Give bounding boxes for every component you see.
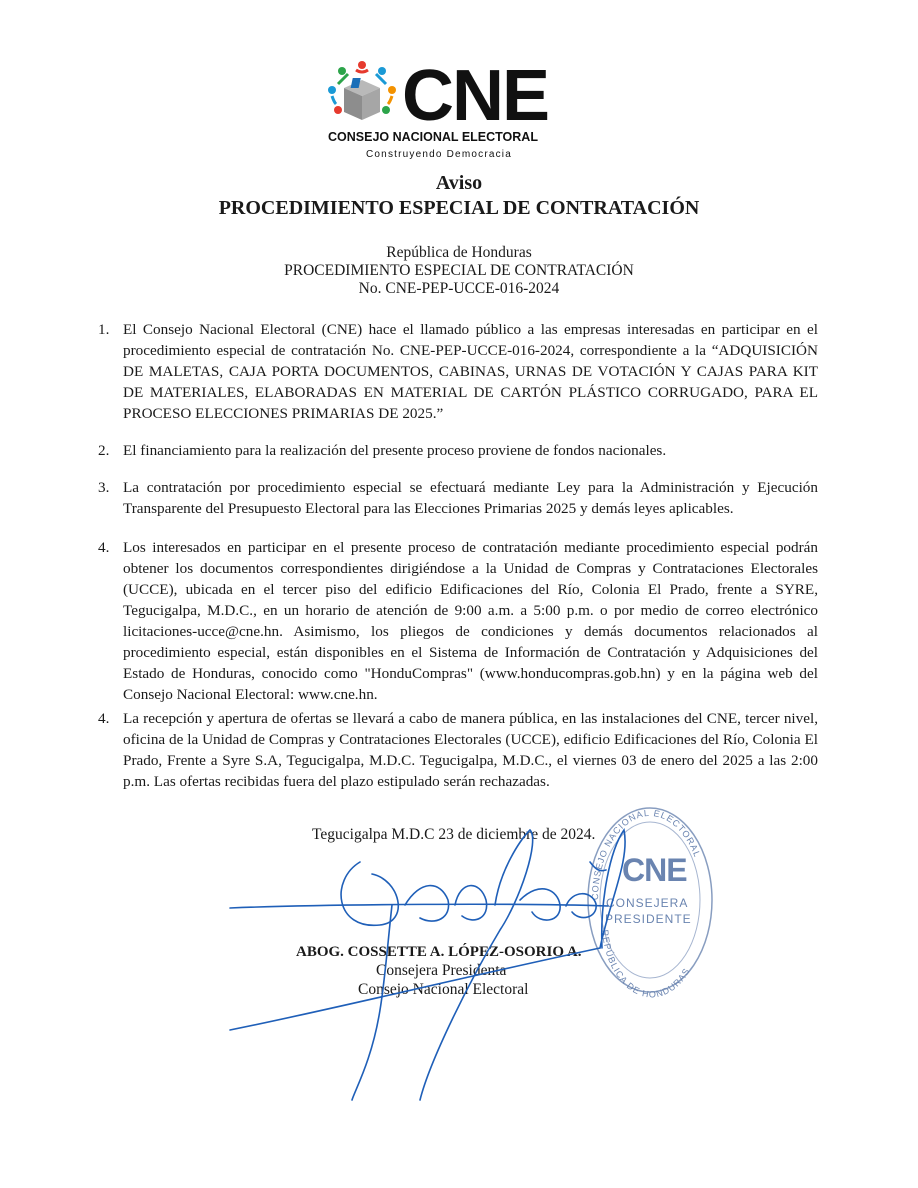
item-text: Los interesados en participar en el presente proceso de contratación mediante procedimiento especial podrán obtener los documentos correspondientes dirigiéndose a la Unidad de Compras y Contrataciones Electorales (UCCE), ubicada en el tercer piso del edificio Edificaciones del Río, Colonia El Prado, frente a SYRE, Tegucigalpa, M.D.C., en un horario de atención de 9:00 a.m. a 5:00 p.m. o por medio de correo electrónico licitaciones-ucce@cne.hn. Asimismo, los pliegos de condiciones y demás documentos relacionados al procedimiento especial, están disponibles en el Sistema de Información de Contratación y Adquisiciones del Estado de Honduras, conocido como "HonduCompras" (www.honducompras.gob.hn) y en la página web del Consejo Nacional Electoral: www.cne.hn. bbox=[123, 539, 818, 703]
item-number: 2. bbox=[98, 442, 110, 459]
signatory-organization: Consejo Nacional Electoral bbox=[358, 981, 529, 998]
seal-ring-top: CONSEJO NACIONAL ELECTORAL bbox=[589, 807, 703, 901]
item-number: 4. bbox=[98, 539, 110, 556]
list-item bbox=[98, 319, 818, 424]
list-item bbox=[98, 440, 818, 461]
page-title: PROCEDIMIENTO ESPECIAL DE CONTRATACIÓN bbox=[218, 197, 700, 219]
list-item bbox=[98, 708, 818, 792]
list-item bbox=[98, 477, 818, 519]
list-item bbox=[98, 537, 818, 705]
signatory-name: ABOG. COSSETTE A. LÓPEZ-OSORIO A. bbox=[296, 944, 582, 960]
item-text: El Consejo Nacional Electoral (CNE) hace el llamado público a las empresas interesadas en participar en el procedimiento especial de contratación No. CNE-PEP-UCCE-016-2024, correspondiente a la “ADQUISICIÓN DE MALETAS, CAJA PORTA DOCUMENTOS, CABINAS, URNAS DE VOTACIÓN Y CAJAS PARA KIT DE MATERIALES, ELABORADAS EN MATERIAL DE CARTÓN PLÁSTICO CORRUGADO, PARA EL PROCESO ELECCIONES PRIMARIAS DE 2025.” bbox=[123, 321, 818, 422]
seal-ring-bottom: REPÚBLICA DE HONDURAS bbox=[599, 929, 692, 1000]
logo-org-name: CONSEJO NACIONAL ELECTORAL bbox=[328, 130, 538, 144]
procedure-subtitle: PROCEDIMIENTO ESPECIAL DE CONTRATACIÓN bbox=[284, 262, 634, 279]
item-number: 4. bbox=[98, 710, 110, 727]
seal-line-1: CONSEJERA bbox=[606, 896, 689, 910]
item-number: 3. bbox=[98, 479, 110, 496]
ballot-box-icon bbox=[322, 58, 402, 130]
logo-wordmark: CNE bbox=[402, 56, 549, 136]
item-text: La contratación por procedimiento especial se efectuará mediante Ley para la Administración y Ejecución Transparente del Presupuesto Electoral para las Elecciones Primarias 2025 y demás leyes aplicables. bbox=[123, 479, 818, 517]
item-text: La recepción y apertura de ofertas se llevará a cabo de manera pública, en las instalaciones del CNE, tercer nivel, oficina de la Unidad de Compras y Contrataciones Electorales (UCCE), edificio Edificaciones del Río, Colonia El Prado, Frente a Syre S.A, Tegucigalpa, M.D.C. Tegucigalpa, M.D.C., el viernes 03 de enero del 2025 a las 2:00 p.m. Las ofertas recibidas fuera del plazo estipulado serán rechazadas. bbox=[123, 710, 818, 790]
signatory-role: Consejera Presidenta bbox=[376, 962, 507, 979]
seal-line-2: PRESIDENTE bbox=[605, 912, 692, 926]
procedure-number: No. CNE-PEP-UCCE-016-2024 bbox=[358, 280, 560, 297]
logo-tagline: Construyendo Democracia bbox=[366, 149, 512, 160]
country-line: República de Honduras bbox=[386, 244, 532, 261]
seal-logo: CNE bbox=[622, 852, 687, 888]
notice-heading: Aviso bbox=[435, 172, 483, 194]
item-text: El financiamiento para la realización del presente proceso proviene de fondos nacionales. bbox=[123, 442, 667, 459]
signing-date: Tegucigalpa M.D.C 23 de diciembre de 2024. bbox=[312, 826, 596, 843]
item-number: 1. bbox=[98, 321, 110, 338]
cne-logo bbox=[322, 58, 572, 168]
